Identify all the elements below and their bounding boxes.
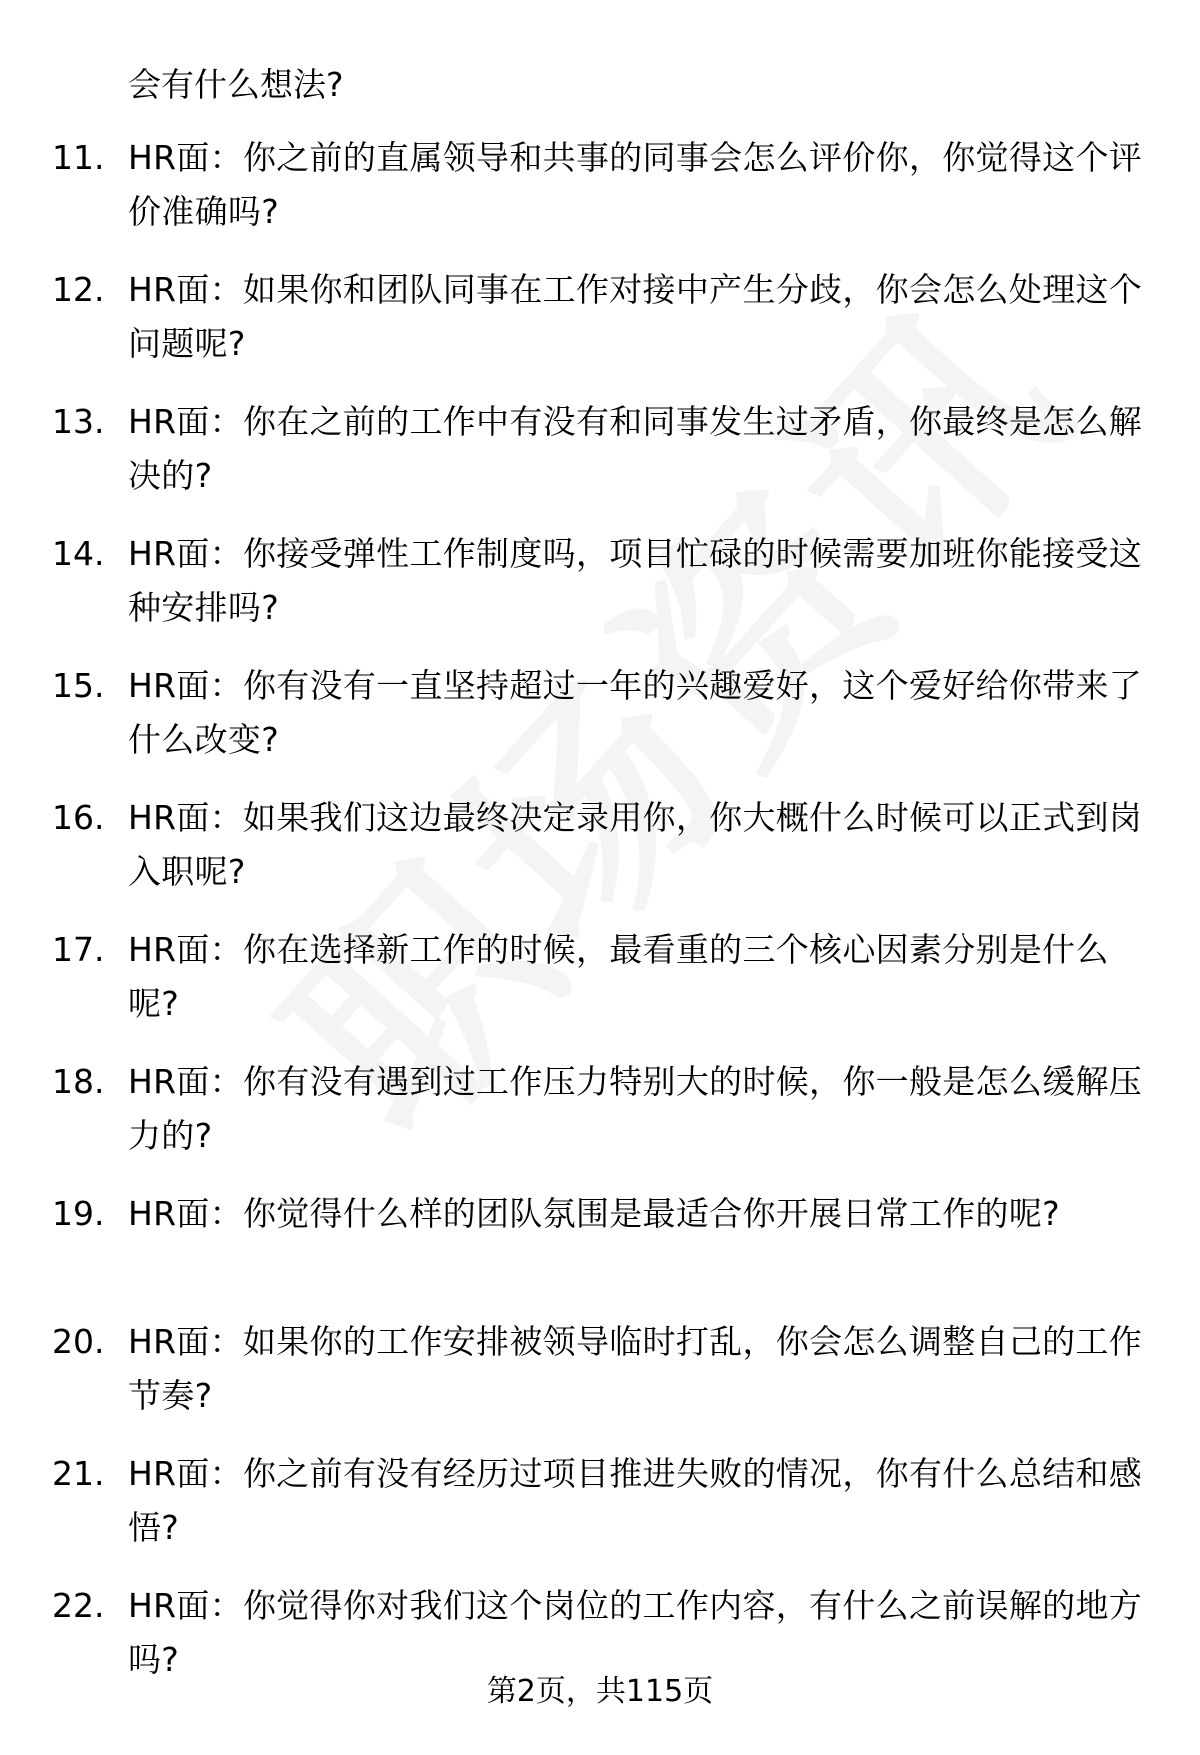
question-item [0,791,1200,923]
question-number: 16. [52,798,105,837]
question-text: HR面：你之前的直属领导和共事的同事会怎么评价你，你觉得这个评价准确吗? [128,138,1143,231]
question-item [0,1315,1200,1447]
question-text: HR面：你有没有遇到过工作压力特别大的时候，你一般是怎么缓解压力的? [128,1062,1143,1155]
question-item [0,1187,1200,1315]
question-number: 14. [52,534,105,573]
question-list [0,131,1200,1711]
question-number: 12. [52,270,105,309]
continued-question-text: 会有什么想法? [128,65,344,104]
question-number: 20. [52,1322,105,1361]
question-number: 15. [52,666,105,705]
question-text: HR面：你有没有一直坚持超过一年的兴趣爱好，这个爱好给你带来了什么改变? [128,666,1143,759]
question-number: 11. [52,138,105,177]
question-item [0,659,1200,791]
question-text: HR面：你在选择新工作的时候，最看重的三个核心因素分别是什么呢? [128,930,1109,1023]
question-text: HR面：你之前有没有经历过项目推进失败的情况，你有什么总结和感悟? [128,1454,1143,1547]
question-text: HR面：你在之前的工作中有没有和同事发生过矛盾，你最终是怎么解决的? [128,402,1143,495]
question-number: 19. [52,1194,105,1233]
question-number: 18. [52,1062,105,1101]
question-number: 21. [52,1454,105,1493]
question-number: 13. [52,402,105,441]
question-item [0,1055,1200,1187]
question-text: HR面：你接受弹性工作制度吗，项目忙碌的时候需要加班你能接受这种安排吗? [128,534,1143,627]
question-text: HR面：你觉得你对我们这个岗位的工作内容，有什么之前误解的地方吗? [128,1586,1143,1679]
question-item [0,527,1200,659]
question-item [0,131,1200,263]
question-text: HR面：如果你和团队同事在工作对接中产生分歧，你会怎么处理这个问题呢? [128,270,1143,363]
question-item [0,263,1200,395]
question-text: HR面：你觉得什么样的团队氛围是最适合你开展日常工作的呢? [128,1194,1060,1233]
question-number: 22. [52,1586,105,1625]
question-item [0,923,1200,1055]
question-item [0,1447,1200,1579]
question-item [0,395,1200,527]
question-number: 17. [52,930,105,969]
page-number-footer: 第2页，共115页 [486,1674,714,1709]
question-text: HR面：如果我们这边最终决定录用你，你大概什么时候可以正式到岗入职呢? [128,798,1143,891]
question-text: HR面：如果你的工作安排被领导临时打乱，你会怎么调整自己的工作节奏? [128,1322,1143,1415]
